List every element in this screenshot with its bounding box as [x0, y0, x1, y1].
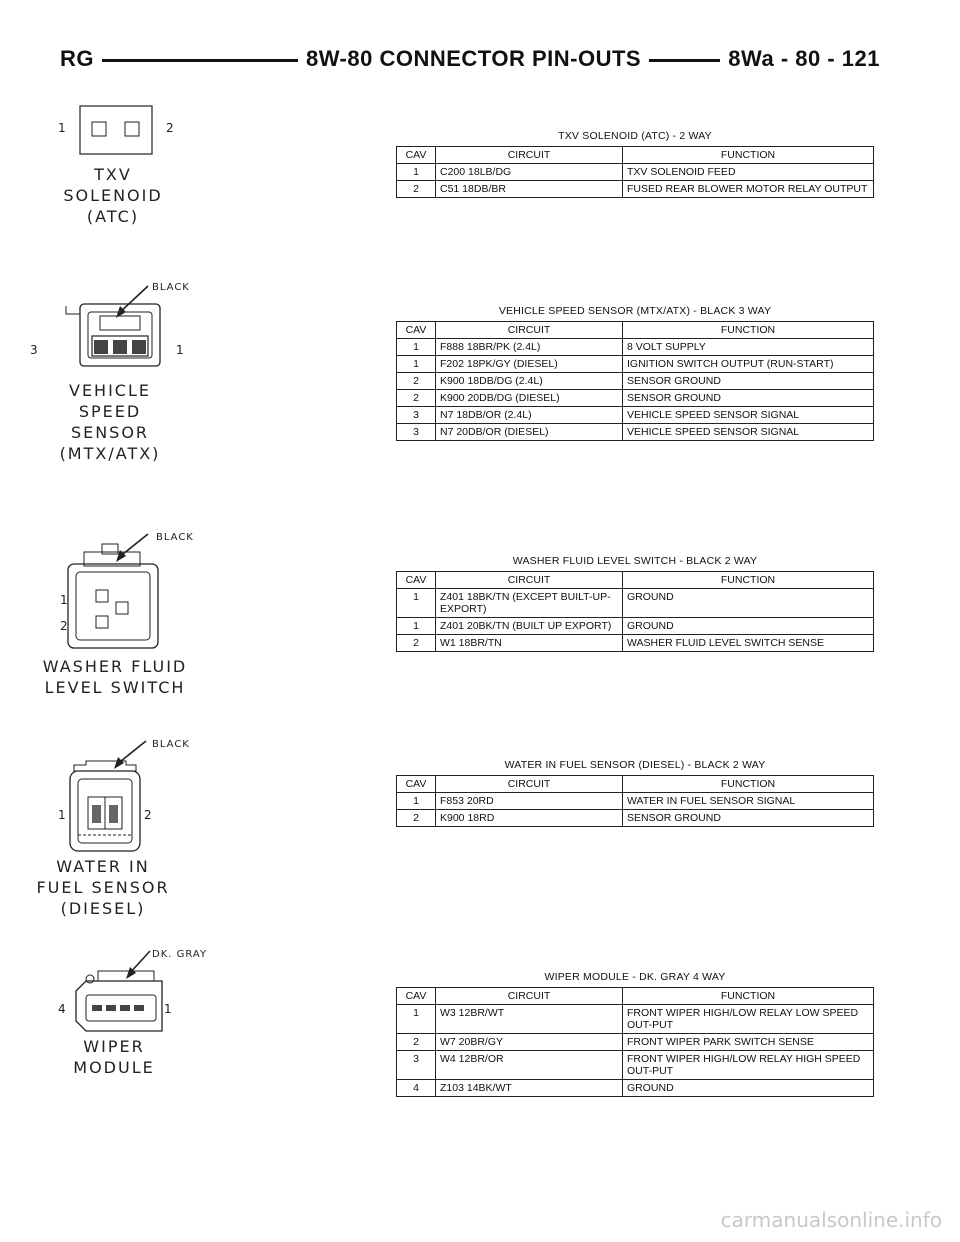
- cell-function: FUSED REAR BLOWER MOTOR RELAY OUTPUT: [623, 181, 874, 198]
- label-line: TXV: [94, 165, 132, 184]
- col-cav: CAV: [397, 776, 436, 793]
- header-page-number: 8Wa - 80 - 121: [720, 44, 880, 74]
- cell-function: GROUND: [623, 1080, 874, 1097]
- table-row: [397, 810, 874, 827]
- cell-function: IGNITION SWITCH OUTPUT (RUN-START): [623, 356, 874, 373]
- pin-right-label: 2: [60, 619, 68, 633]
- label-line: SPEED: [78, 402, 142, 421]
- col-circuit: CIRCUIT: [436, 572, 623, 589]
- table-row: [397, 390, 874, 407]
- table-row: [397, 635, 874, 652]
- cell-circuit: Z401 18BK/TN (EXCEPT BUILT-UP-EXPORT): [436, 589, 623, 618]
- table-caption: WIPER MODULE - DK. GRAY 4 WAY: [544, 971, 726, 983]
- cell-function: GROUND: [623, 589, 874, 618]
- pin-left-label: 1: [60, 593, 68, 607]
- color-label: BLACK: [152, 282, 190, 293]
- washer-fluid-switch-connector-diagram: [40, 528, 200, 653]
- col-cav: CAV: [397, 322, 436, 339]
- cell-circuit: K900 20DB/DG (DIESEL): [436, 390, 623, 407]
- pin-left-label: 4: [58, 1002, 66, 1016]
- pin-left-label: 1: [58, 121, 66, 135]
- cell-function: FRONT WIPER HIGH/LOW RELAY HIGH SPEED OUT-PUT: [623, 1051, 874, 1080]
- wiper-module-table: [396, 971, 874, 1097]
- table-row: [397, 356, 874, 373]
- table-row: [397, 618, 874, 635]
- cell-circuit: N7 18DB/OR (2.4L): [436, 407, 623, 424]
- label-line: WATER IN: [56, 857, 150, 876]
- water-in-fuel-sensor-connector-diagram: [40, 735, 200, 855]
- wiper-module-label: [54, 1036, 174, 1078]
- table-row: [397, 1034, 874, 1051]
- cell-function: VEHICLE SPEED SENSOR SIGNAL: [623, 424, 874, 441]
- label-line: (ATC): [86, 207, 140, 226]
- cell-function: SENSOR GROUND: [623, 810, 874, 827]
- cell-function: WATER IN FUEL SENSOR SIGNAL: [623, 793, 874, 810]
- table-row: [397, 1051, 874, 1080]
- pin-right-label: 1: [176, 343, 184, 357]
- col-cav: CAV: [397, 988, 436, 1005]
- header-section-code: RG: [60, 44, 102, 74]
- col-function: FUNCTION: [623, 776, 874, 793]
- cell-circuit: W1 18BR/TN: [436, 635, 623, 652]
- cell-function: SENSOR GROUND: [623, 373, 874, 390]
- col-cav: CAV: [397, 572, 436, 589]
- watermark: carmanualsonline.info: [720, 1208, 942, 1232]
- cell-circuit: Z401 20BK/TN (BUILT UP EXPORT): [436, 618, 623, 635]
- txv-solenoid-label: [48, 164, 178, 227]
- table-row: [397, 424, 874, 441]
- label-line: LEVEL SWITCH: [44, 678, 186, 697]
- cell-cav: 2: [397, 810, 436, 827]
- cell-circuit: C51 18DB/BR: [436, 181, 623, 198]
- label-line: WASHER FLUID: [42, 657, 188, 676]
- txv-solenoid-table: [396, 130, 874, 198]
- label-line: (DIESEL): [60, 899, 146, 918]
- cell-cav: 1: [397, 356, 436, 373]
- cell-circuit: N7 20DB/OR (DIESEL): [436, 424, 623, 441]
- table-caption: TXV SOLENOID (ATC) - 2 WAY: [558, 130, 712, 142]
- label-line: SOLENOID: [63, 186, 163, 205]
- cell-function: GROUND: [623, 618, 874, 635]
- header-title: 8W-80 CONNECTOR PIN-OUTS: [298, 44, 649, 74]
- cell-function: TXV SOLENOID FEED: [623, 164, 874, 181]
- table-row: [397, 793, 874, 810]
- col-circuit: CIRCUIT: [436, 988, 623, 1005]
- cell-circuit: F888 18BR/PK (2.4L): [436, 339, 623, 356]
- pin-left-label: 3: [30, 343, 38, 357]
- wiper-module-connector-diagram: [40, 945, 210, 1035]
- water-in-fuel-sensor-table: [396, 759, 874, 827]
- cell-cav: 1: [397, 1005, 436, 1034]
- label-line: MODULE: [73, 1058, 155, 1077]
- cell-cav: 1: [397, 589, 436, 618]
- col-function: FUNCTION: [623, 147, 874, 164]
- color-label: DK. GRAY: [152, 949, 208, 960]
- col-circuit: CIRCUIT: [436, 322, 623, 339]
- pin-right-label: 2: [166, 121, 174, 135]
- cell-circuit: W7 20BR/GY: [436, 1034, 623, 1051]
- col-function: FUNCTION: [623, 322, 874, 339]
- cell-circuit: K900 18RD: [436, 810, 623, 827]
- label-line: WIPER: [83, 1037, 145, 1056]
- col-function: FUNCTION: [623, 988, 874, 1005]
- cell-cav: 2: [397, 181, 436, 198]
- table-row: [397, 589, 874, 618]
- cell-cav: 1: [397, 164, 436, 181]
- cell-circuit: Z103 14BK/WT: [436, 1080, 623, 1097]
- table-caption: WASHER FLUID LEVEL SWITCH - BLACK 2 WAY: [512, 555, 758, 567]
- table-caption: VEHICLE SPEED SENSOR (MTX/ATX) - BLACK 3 WAY: [498, 305, 772, 317]
- cell-function: WASHER FLUID LEVEL SWITCH SENSE: [623, 635, 874, 652]
- table-row: [397, 373, 874, 390]
- txv-solenoid-connector-diagram: [50, 100, 190, 170]
- cell-cav: 4: [397, 1080, 436, 1097]
- cell-cav: 1: [397, 793, 436, 810]
- cell-circuit: C200 18LB/DG: [436, 164, 623, 181]
- cell-cav: 3: [397, 424, 436, 441]
- pin-right-label: 2: [144, 808, 152, 822]
- cell-cav: 1: [397, 618, 436, 635]
- cell-function: FRONT WIPER PARK SWITCH SENSE: [623, 1034, 874, 1051]
- col-circuit: CIRCUIT: [436, 147, 623, 164]
- table-row: [397, 1080, 874, 1097]
- col-circuit: CIRCUIT: [436, 776, 623, 793]
- cell-circuit: W3 12BR/WT: [436, 1005, 623, 1034]
- cell-cav: 2: [397, 1034, 436, 1051]
- label-line: FUEL SENSOR: [36, 878, 170, 897]
- cell-circuit: F202 18PK/GY (DIESEL): [436, 356, 623, 373]
- col-cav: CAV: [397, 147, 436, 164]
- cell-cav: 3: [397, 407, 436, 424]
- cell-circuit: K900 18DB/DG (2.4L): [436, 373, 623, 390]
- water-in-fuel-sensor-label: [28, 856, 178, 919]
- cell-circuit: W4 12BR/OR: [436, 1051, 623, 1080]
- cell-cav: 3: [397, 1051, 436, 1080]
- cell-cav: 2: [397, 390, 436, 407]
- washer-fluid-switch-table: [396, 555, 874, 652]
- label-line: VEHICLE: [69, 381, 151, 400]
- table-row: [397, 1005, 874, 1034]
- color-label: BLACK: [152, 739, 190, 750]
- vehicle-speed-sensor-connector-diagram: [20, 278, 200, 378]
- table-row: [397, 339, 874, 356]
- cell-function: SENSOR GROUND: [623, 390, 874, 407]
- cell-circuit: F853 20RD: [436, 793, 623, 810]
- label-line: SENSOR: [70, 423, 150, 442]
- vehicle-speed-sensor-label: [40, 380, 180, 464]
- label-line: (MTX/ATX): [59, 444, 161, 463]
- table-row: [397, 407, 874, 424]
- vehicle-speed-sensor-table: [396, 305, 874, 441]
- cell-cav: 2: [397, 635, 436, 652]
- cell-function: 8 VOLT SUPPLY: [623, 339, 874, 356]
- color-label: BLACK: [156, 532, 194, 543]
- pin-left-label: 1: [58, 808, 66, 822]
- cell-cav: 2: [397, 373, 436, 390]
- table-caption: WATER IN FUEL SENSOR (DIESEL) - BLACK 2 WAY: [504, 759, 766, 771]
- table-row: [397, 164, 874, 181]
- page-header: [60, 44, 880, 74]
- pin-right-label: 1: [164, 1002, 172, 1016]
- col-function: FUNCTION: [623, 572, 874, 589]
- cell-function: FRONT WIPER HIGH/LOW RELAY LOW SPEED OUT-PUT: [623, 1005, 874, 1034]
- cell-cav: 1: [397, 339, 436, 356]
- washer-fluid-switch-label: [40, 656, 190, 698]
- cell-function: VEHICLE SPEED SENSOR SIGNAL: [623, 407, 874, 424]
- table-row: [397, 181, 874, 198]
